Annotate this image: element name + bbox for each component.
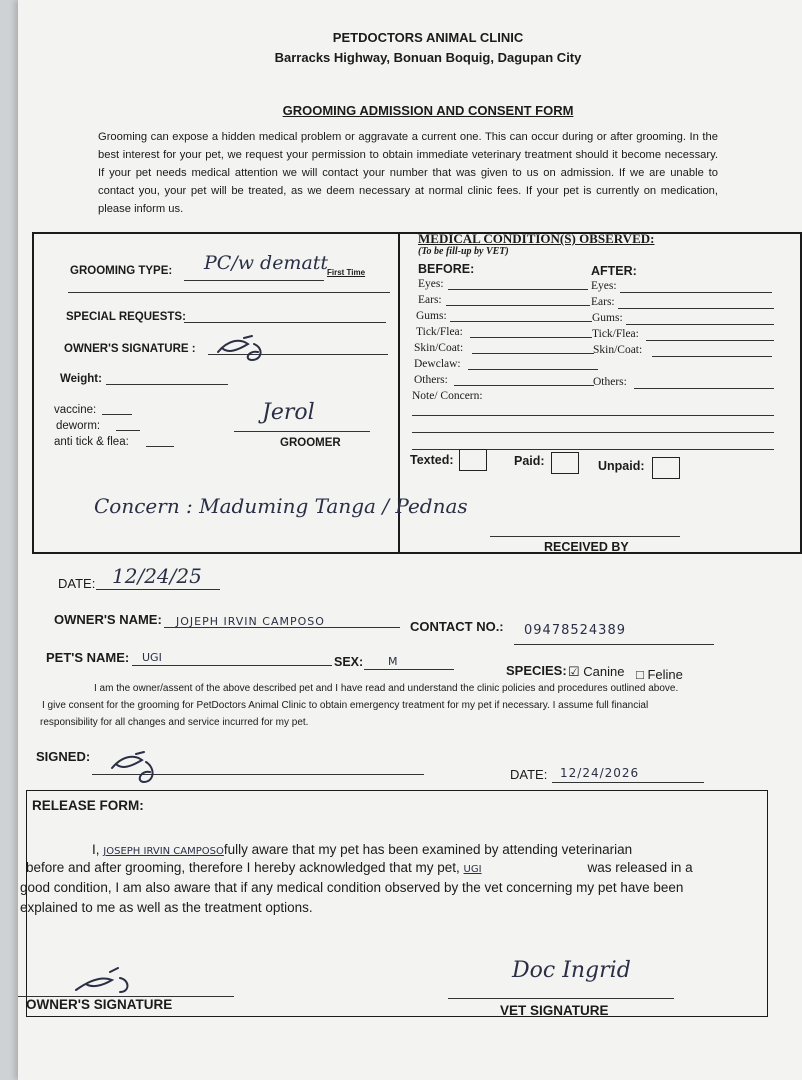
groomer-line[interactable] [234, 431, 370, 432]
deworm-line[interactable] [116, 430, 140, 431]
before-gums: Gums: [416, 310, 447, 322]
vaccine-line[interactable] [102, 414, 132, 415]
before-tick-flea: Tick/Flea: [416, 326, 463, 338]
date-line[interactable] [96, 589, 220, 590]
grooming-type-label: GROOMING TYPE: [70, 265, 173, 277]
before-eyes: Eyes: [418, 278, 444, 290]
before-gums-line[interactable] [450, 321, 592, 322]
species-label: SPECIES: [506, 663, 567, 678]
note-line-2[interactable] [412, 432, 774, 433]
texted-checkbox[interactable] [459, 449, 487, 471]
weight-label: Weight: [60, 373, 102, 385]
date-label: DATE: [58, 576, 96, 591]
after-ears-line[interactable] [618, 308, 774, 309]
contact-line[interactable] [514, 644, 714, 645]
consent-date-value[interactable]: 12/24/2026 [560, 766, 640, 780]
clinic-name: PETDOCTORS ANIMAL CLINIC [332, 30, 524, 45]
sex-value[interactable]: M [388, 655, 398, 668]
after-skin-coat-line[interactable] [652, 356, 772, 357]
after-eyes-line[interactable] [620, 292, 772, 293]
date-value[interactable]: 12/24/25 [112, 564, 202, 588]
owner-signature-mark [214, 330, 270, 366]
release-text-5: explained to me as well as the treatment options. [20, 900, 313, 915]
unpaid-label: Unpaid: [598, 459, 645, 473]
special-requests-line[interactable] [184, 322, 386, 323]
consent-date-label: DATE: [510, 767, 548, 782]
contact-label: CONTACT NO.: [410, 619, 504, 634]
after-ears: Ears: [591, 296, 615, 308]
received-by-line[interactable] [490, 536, 680, 537]
grooming-type-line [184, 280, 324, 281]
owner-signed-mark [108, 748, 162, 788]
medical-heading: MEDICAL CONDITION(S) OBSERVED: [418, 231, 655, 246]
before-dewclaw: Dewclaw: [414, 358, 461, 370]
weight-line[interactable] [106, 384, 228, 385]
received-by-label: RECEIVED BY [544, 540, 629, 554]
after-gums: Gums: [592, 312, 623, 324]
release-text-3: was released in a [587, 860, 693, 875]
release-text-4: good condition, I am also aware that if any medical condition observed by the vet concerning my pet have been [20, 880, 684, 895]
sex-label: SEX: [334, 655, 364, 669]
first-time-label: First Time [327, 268, 366, 277]
owner-name-value[interactable]: JOJEPH IRVIN CAMPOSO [176, 615, 325, 628]
vaccine-label: vaccine: [54, 404, 97, 416]
clinic-address: Barracks Highway, Bonuan Boquig, Dagupan City [274, 50, 582, 65]
after-skin-coat: Skin/Coat: [593, 344, 643, 356]
special-requests-label: SPECIAL REQUESTS: [66, 311, 186, 323]
intro-paragraph: Grooming can expose a hidden medical problem or aggravate a current one. This can occur during or after grooming. In the best interest for your pet, we request your permission to obtain immediate veterinary treatment should it become necessary. If your pet needs medical attention we will contact your number that was given to us on admission. If we are unable to contact you, your pet will be treated, as we deem necessary at normal clinic fees. If your pet is currently on medication, please inform us. [98, 131, 718, 215]
before-label: BEFORE: [418, 262, 475, 276]
sex-line[interactable] [364, 669, 454, 670]
contact-value[interactable]: 09478524389 [524, 623, 626, 638]
anti-tick-label: anti tick & flea: [54, 436, 129, 448]
groomer-signature: Jerol [262, 400, 315, 425]
paid-label: Paid: [514, 454, 545, 468]
after-tick-flea-line[interactable] [646, 340, 774, 341]
unpaid-checkbox[interactable] [652, 457, 680, 479]
consent-date-line[interactable] [552, 782, 704, 783]
after-tick-flea: Tick/Flea: [592, 328, 639, 340]
vet-sig-label: VET SIGNATURE [500, 1003, 609, 1018]
deworm-label: deworm: [56, 420, 101, 432]
before-tick-flea-line[interactable] [470, 337, 592, 338]
before-others-line[interactable] [454, 385, 594, 386]
grooming-extra-line [68, 292, 390, 293]
note-line-1[interactable] [412, 415, 774, 416]
before-skin-coat-line[interactable] [472, 353, 594, 354]
anti-tick-line[interactable] [146, 446, 174, 447]
consent-line-3: responsibility for all changes and service incurred for my pet. [40, 717, 309, 728]
consent-line-1: I am the owner/assent of the above described pet and I have read and understand the clinic policies and procedures outlined above. [94, 683, 679, 694]
form-title: GROOMING ADMISSION AND CONSENT FORM [282, 103, 574, 118]
species-feline-option[interactable]: □ Feline [636, 667, 683, 682]
before-skin-coat: Skin/Coat: [414, 342, 464, 354]
vet-signature-value: Doc Ingrid [512, 958, 631, 983]
pet-name-value[interactable]: UGI [142, 651, 162, 664]
after-others-line[interactable] [634, 388, 774, 389]
release-text-2: before and after grooming, therefore I hereby acknowledged that my pet, [26, 860, 460, 875]
after-label: AFTER: [591, 264, 637, 278]
after-eyes: Eyes: [591, 280, 617, 292]
before-note-concern: Note/ Concern: [412, 390, 483, 402]
form-paper [18, 0, 802, 1080]
after-gums-line[interactable] [626, 324, 774, 325]
owner-signature-label: OWNER'S SIGNATURE : [64, 343, 196, 355]
consent-line-2: I give consent for the grooming for PetDoctors Animal Clinic to obtain emergency treatment for my pet if necessary. I assume full financial [42, 700, 649, 711]
release-i-label: I, [92, 842, 100, 857]
vet-sig-line[interactable] [448, 998, 674, 999]
release-owner-signature-mark [72, 962, 142, 998]
owner-sig-label: OWNER'S SIGNATURE [26, 997, 173, 1012]
groomer-label: GROOMER [280, 437, 341, 449]
release-text-1: fully aware that my pet has been examined by attending veterinarian [223, 842, 633, 857]
release-pet-value[interactable]: UGI [463, 864, 482, 875]
before-others: Others: [414, 374, 448, 386]
signed-label: SIGNED: [36, 749, 91, 764]
medical-subheading: (To be fill-up by VET) [418, 246, 509, 257]
grooming-type-value[interactable]: PC/w dematt [204, 252, 329, 274]
species-canine-option[interactable]: ☑ Canine [568, 664, 625, 679]
before-ears: Ears: [418, 294, 442, 306]
texted-label: Texted: [410, 453, 454, 467]
owner-name-label: OWNER'S NAME: [54, 612, 162, 627]
paid-checkbox[interactable] [551, 452, 579, 474]
before-eyes-line[interactable] [448, 289, 588, 290]
after-others: Others: [593, 376, 627, 388]
release-name-value[interactable]: JOSEPH IRVIN CAMPOSO [103, 846, 224, 857]
pet-name-label: PET'S NAME: [46, 650, 130, 665]
before-ears-line[interactable] [446, 305, 590, 306]
concern-note: Concern : Maduming Tanga / Pednas [94, 494, 468, 518]
before-dewclaw-line[interactable] [468, 369, 598, 370]
release-title: RELEASE FORM: [32, 798, 144, 813]
pet-name-line[interactable] [132, 665, 332, 666]
